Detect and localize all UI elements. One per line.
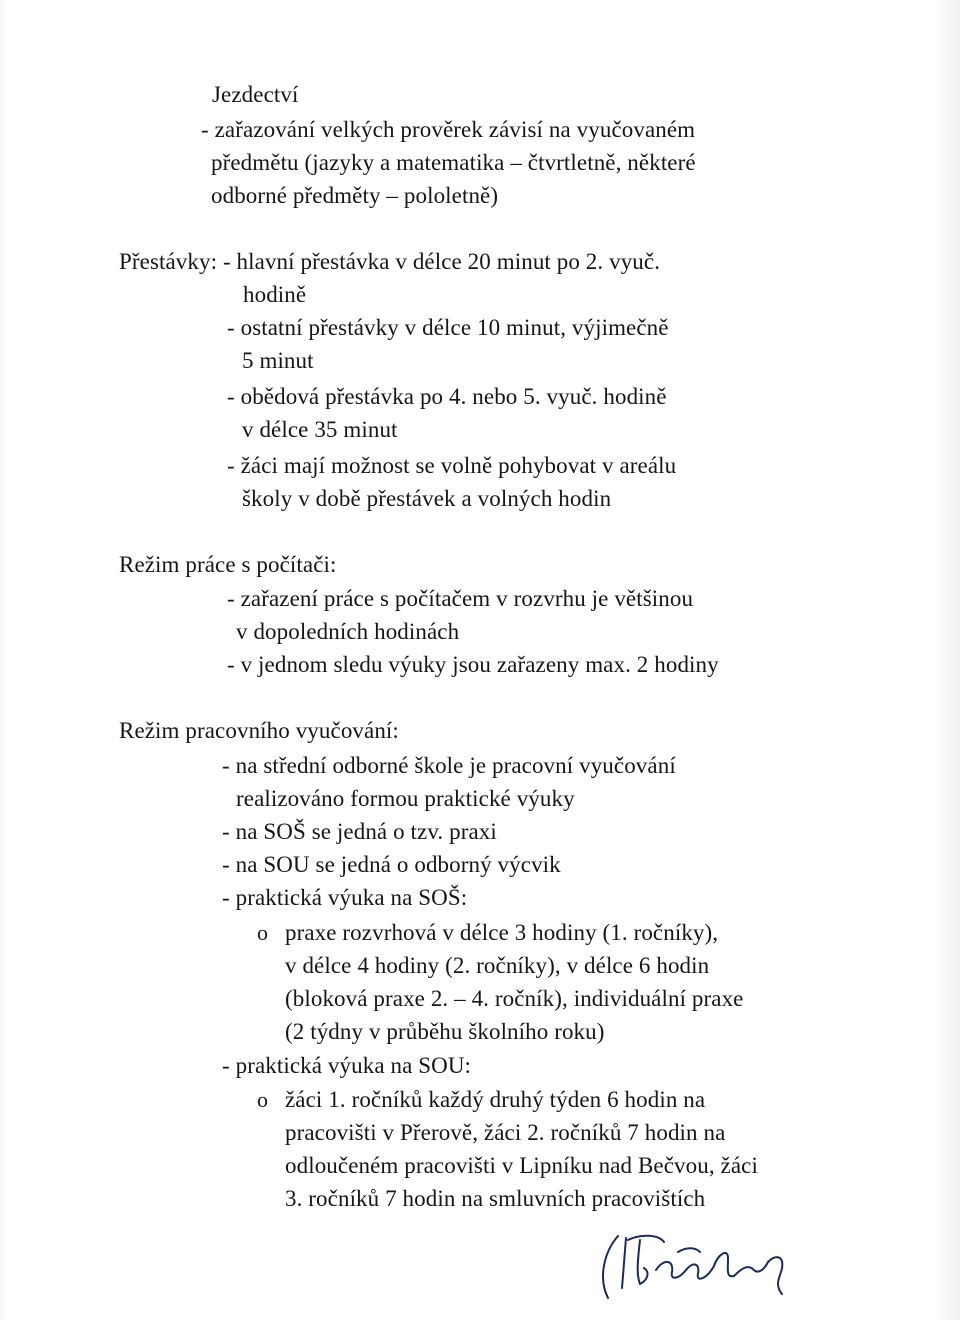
- bullet-marker: o: [257, 1087, 268, 1112]
- text-line: pracovišti v Přerově, žáci 2. ročníků 7 hodin na: [285, 1120, 726, 1145]
- text-line: - praktická výuka na SOŠ:: [222, 885, 468, 910]
- text-line: realizováno formou praktické výuky: [236, 786, 575, 811]
- text-line: v délce 4 hodiny (2. ročníky), v délce 6 hodin: [285, 953, 710, 978]
- scan-shadow-right: [934, 0, 960, 1320]
- text-line: žáci 1. ročníků každý druhý týden 6 hodin na: [285, 1087, 706, 1112]
- text-line: - na střední odborné škole je pracovní vyučování: [222, 753, 676, 778]
- text-line: (bloková praxe 2. – 4. ročník), individuální praxe: [285, 986, 744, 1011]
- text-line: v dopoledních hodinách: [236, 619, 460, 644]
- text-line: - zařazování velkých prověrek závisí na vyučovaném: [201, 117, 696, 142]
- text-line: školy v době přestávek a volných hodin: [242, 486, 612, 511]
- bullet-marker: o: [257, 920, 268, 945]
- section-heading-rezim-pracovni: Režim pracovního vyučování:: [119, 718, 399, 743]
- handwritten-signature: [578, 1218, 818, 1308]
- text-line: 5 minut: [242, 348, 314, 373]
- section-heading-prestavky: Přestávky: - hlavní přestávka v délce 20 minut po 2. vyuč.: [119, 249, 661, 274]
- text-line: praxe rozvrhová v délce 3 hodiny (1. ročníky),: [285, 920, 719, 945]
- text-line: (2 týdny v průběhu školního roku): [285, 1019, 605, 1044]
- text-line: hodině: [243, 282, 307, 307]
- text-line: předmětu (jazyky a matematika – čtvrtletně, některé: [211, 150, 696, 175]
- text-line: 3. ročníků 7 hodin na smluvních pracovištích: [285, 1186, 706, 1211]
- text-line: - praktická výuka na SOU:: [222, 1053, 472, 1078]
- text-line: - v jednom sledu výuky jsou zařazeny max. 2 hodiny: [227, 652, 719, 677]
- text-line: odloučeném pracovišti v Lipníku nad Bečvou, žáci: [285, 1153, 758, 1178]
- text-line: - zařazení práce s počítačem v rozvrhu je většinou: [227, 586, 694, 611]
- text-line: - žáci mají možnost se volně pohybovat v areálu: [227, 453, 677, 478]
- text-line: - ostatní přestávky v délce 10 minut, výjimečně: [227, 315, 669, 340]
- section-heading-jezdectvi: Jezdectví: [212, 82, 299, 107]
- text-line: v délce 35 minut: [242, 417, 398, 442]
- text-line: odborné předměty – pololetně): [211, 183, 499, 208]
- scan-shadow-left: [0, 0, 8, 1320]
- text-line: - na SOŠ se jedná o tzv. praxi: [222, 819, 497, 844]
- section-heading-rezim-pocitace: Režim práce s počítači:: [119, 552, 337, 577]
- text-line: - obědová přestávka po 4. nebo 5. vyuč. hodině: [227, 384, 667, 409]
- text-line: - na SOU se jedná o odborný výcvik: [222, 852, 561, 877]
